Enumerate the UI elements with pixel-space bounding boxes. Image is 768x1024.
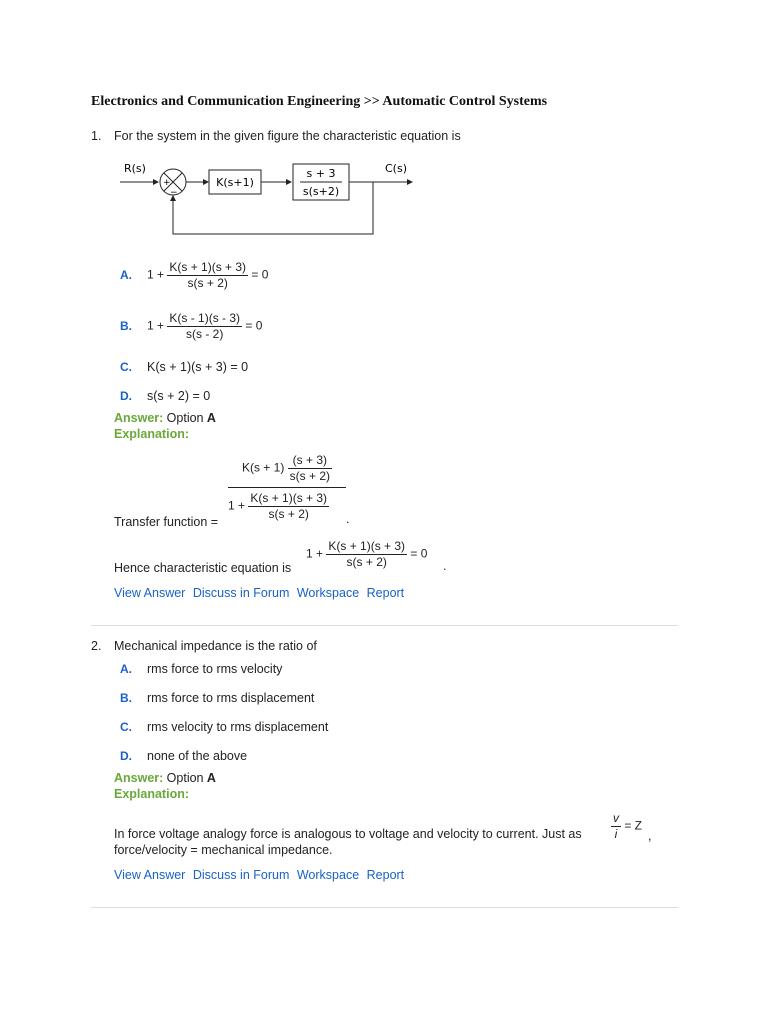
fraction-denominator: s(s - 2)	[167, 326, 242, 342]
characteristic-label: Hence characteristic equation is	[114, 561, 292, 575]
option-c-text[interactable]: rms velocity to rms displacement	[147, 720, 329, 734]
fraction-denominator: s(s + 2)	[289, 469, 331, 483]
fraction-denominator: s(s + 2)	[167, 275, 248, 291]
fraction-numerator: K(s + 1)(s + 3)	[169, 260, 247, 274]
fraction-numerator: v	[613, 811, 619, 825]
formula-prefix: 1 +	[306, 546, 324, 561]
block-diagram	[118, 158, 418, 238]
option-letter: D.	[120, 749, 132, 763]
question-number: 1.	[91, 129, 102, 143]
divider	[91, 907, 678, 908]
input-label: R(s)	[124, 162, 146, 175]
discuss-link[interactable]: Discuss in Forum	[192, 868, 290, 882]
explanation-text-line2: force/velocity = mechanical impedance.	[114, 843, 333, 857]
explanation-label: Explanation:	[114, 427, 190, 441]
block-1-label: K(s+1)	[216, 176, 254, 189]
fraction-numerator: K(s - 1)(s - 3)	[169, 311, 241, 325]
question-links	[114, 868, 408, 882]
answer-label: Answer:	[114, 771, 164, 785]
formula-suffix: = Z	[624, 818, 643, 833]
fraction-denominator: s(s + 2)	[248, 506, 329, 522]
question-links	[114, 586, 408, 600]
answer-option: A	[206, 771, 216, 785]
page-title: Electronics and Communication Engineering >> Automatic Control Systems	[91, 94, 548, 109]
formula-suffix: = 0	[410, 546, 428, 561]
fraction-numerator: K(s + 1)(s + 3)	[250, 491, 328, 505]
formula-prefix: 1 +	[228, 498, 246, 513]
fraction-denominator: i	[611, 826, 621, 842]
question-text: For the system in the given figure the characteristic equation is	[114, 129, 461, 143]
question-text: Mechanical impedance is the ratio of	[114, 639, 317, 653]
formula-suffix: = 0	[245, 318, 263, 333]
formula-prefix: 1 +	[147, 318, 165, 333]
transfer-function-formula	[228, 453, 346, 522]
answer-line	[114, 411, 216, 425]
answer-line	[114, 771, 216, 785]
option-letter: A.	[120, 268, 132, 282]
question-number: 2.	[91, 639, 102, 653]
fraction-numerator: (s + 3)	[292, 453, 328, 467]
option-letter: B.	[120, 691, 132, 705]
view-answer-link[interactable]: View Answer	[114, 868, 186, 882]
explanation-text-line1: In force voltage analogy force is analogous to voltage and velocity to current. Just as	[114, 827, 582, 841]
block-2-denominator: s(s+2)	[302, 185, 340, 198]
fraction	[326, 539, 407, 570]
discuss-link[interactable]: Discuss in Forum	[192, 586, 290, 600]
minus-sign: −	[170, 188, 178, 198]
period: .	[443, 559, 447, 573]
answer-label: Answer:	[114, 411, 164, 425]
option-b-text[interactable]: rms force to rms displacement	[147, 691, 315, 705]
option-c-text[interactable]: K(s + 1)(s + 3) = 0	[147, 360, 249, 374]
formula-prefix: 1 +	[147, 267, 165, 282]
option-letter: D.	[120, 389, 132, 403]
fraction	[167, 311, 242, 342]
fraction	[248, 491, 329, 522]
answer-text: Option	[166, 771, 204, 785]
option-letter: B.	[120, 319, 132, 333]
view-answer-link[interactable]: View Answer	[114, 586, 186, 600]
answer-option: A	[206, 411, 216, 425]
fraction-denominator: s(s + 2)	[326, 554, 407, 570]
option-letter: A.	[120, 662, 132, 676]
fraction	[611, 811, 621, 842]
report-link[interactable]: Report	[366, 586, 405, 600]
plus-sign: +	[163, 178, 171, 188]
v-over-i-formula	[611, 811, 642, 842]
fraction	[167, 260, 248, 291]
block-2-numerator: s + 3	[306, 167, 336, 180]
characteristic-formula	[306, 539, 427, 570]
fraction	[288, 453, 332, 484]
workspace-link[interactable]: Workspace	[296, 586, 360, 600]
option-d-text[interactable]: s(s + 2) = 0	[147, 389, 211, 403]
option-a-text[interactable]: rms force to rms velocity	[147, 662, 283, 676]
period: .	[346, 512, 350, 526]
fraction-numerator: K(s + 1)(s + 3)	[328, 539, 406, 553]
transfer-function-label: Transfer function =	[114, 515, 219, 529]
output-label: C(s)	[385, 162, 407, 175]
option-b-formula[interactable]	[147, 311, 262, 342]
answer-text: Option	[166, 411, 204, 425]
comma: ,	[648, 829, 652, 843]
formula-suffix: = 0	[251, 267, 269, 282]
tf-numerator-left: K(s + 1)	[241, 460, 285, 475]
option-a-formula[interactable]	[147, 260, 268, 291]
option-letter: C.	[120, 360, 132, 374]
divider	[91, 625, 678, 626]
explanation-label: Explanation:	[114, 787, 190, 801]
report-link[interactable]: Report	[366, 868, 405, 882]
option-letter: C.	[120, 720, 132, 734]
option-d-text[interactable]: none of the above	[147, 749, 248, 763]
workspace-link[interactable]: Workspace	[296, 868, 360, 882]
